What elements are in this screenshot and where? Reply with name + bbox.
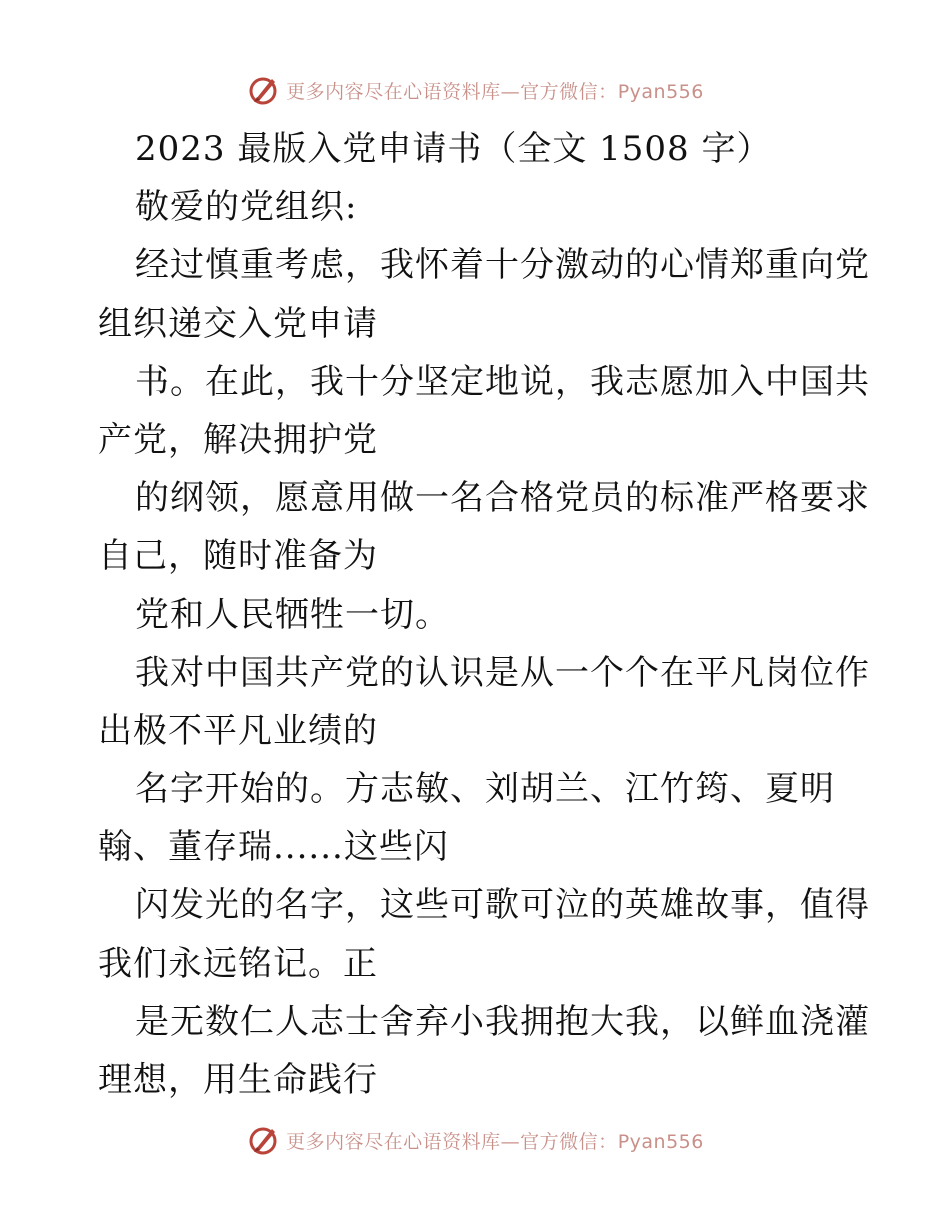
watermark-banner-bottom bbox=[0, 1120, 950, 1160]
watermark-text bbox=[286, 1127, 704, 1154]
document-line: 我对中国共产党的认识是从一个个在平凡岗位作 bbox=[135, 652, 870, 693]
document-line: 产党，解决拥护党 bbox=[98, 419, 378, 460]
document-line: 经过慎重考虑，我怀着十分激动的心情郑重向党 bbox=[135, 245, 870, 286]
document-line: 理想，用生命践行 bbox=[98, 1060, 378, 1100]
document-line: 的纲领，愿意用做一名合格党员的标准严格要求 bbox=[135, 478, 870, 519]
document-line: 书。在此，我十分坚定地说，我志愿加入中国共 bbox=[135, 361, 870, 402]
document-line: 闪发光的名字，这些可歌可泣的英雄故事，值得 bbox=[135, 885, 870, 926]
watermark-wechat-id: Pyan556 bbox=[617, 80, 704, 103]
quill-logo-icon bbox=[246, 73, 280, 107]
watermark-wechat-label: 官方微信： bbox=[520, 80, 618, 103]
document-line: 我们永远铭记。正 bbox=[98, 943, 378, 984]
watermark-wechat-id: Pyan556 bbox=[617, 1130, 704, 1153]
watermark-dash: — bbox=[500, 80, 521, 103]
watermark-text bbox=[286, 77, 704, 104]
watermark-wechat-label: 官方微信： bbox=[520, 1130, 618, 1153]
document-line: 2023 最版入党申请书（全文 1508 字） bbox=[135, 129, 772, 169]
document-line: 名字开始的。方志敏、刘胡兰、江竹筠、夏明 bbox=[135, 769, 835, 810]
document-body bbox=[98, 120, 870, 1109]
quill-logo-icon bbox=[246, 1123, 280, 1157]
document-line: 组织递交入党申请 bbox=[98, 303, 378, 344]
document-line: 翰、董存瑞......这些闪 bbox=[98, 827, 449, 868]
watermark-site-text: 更多内容尽在心语资料库 bbox=[286, 80, 501, 103]
document-line: 出极不平凡业绩的 bbox=[98, 710, 378, 751]
watermark-dash: — bbox=[500, 1130, 521, 1153]
document-line: 自己，随时准备为 bbox=[98, 536, 378, 577]
document-line: 党和人民牺牲一切。 bbox=[135, 594, 450, 635]
watermark-site-text: 更多内容尽在心语资料库 bbox=[286, 1130, 501, 1153]
watermark-banner-top bbox=[0, 70, 950, 110]
document-line: 敬爱的党组织: bbox=[135, 187, 358, 228]
document-line: 是无数仁人志士舍弃小我拥抱大我，以鲜血浇灌 bbox=[135, 1001, 870, 1042]
